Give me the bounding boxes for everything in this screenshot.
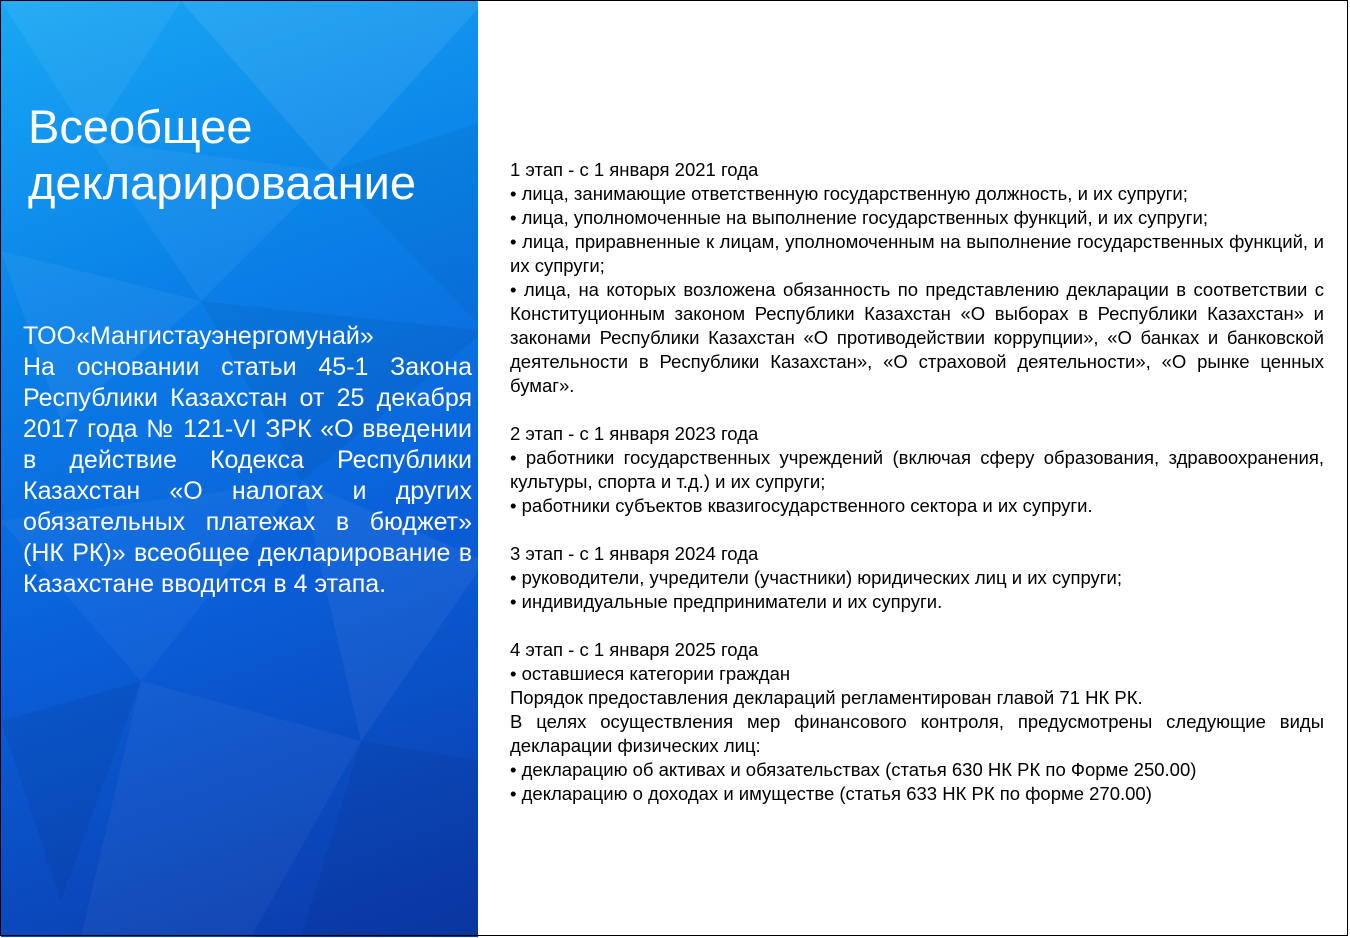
- intro-text-block: [23, 321, 472, 600]
- stage-bullet: • работники государственных учреждений (включая сферу образования, здравоохранения, культуры, спорта и т.д.) и их супруги;: [510, 446, 1324, 494]
- stage-2: [510, 422, 1324, 518]
- stage-3: [510, 542, 1324, 614]
- spacer: [510, 518, 1324, 542]
- stage-heading: 1 этап - с 1 января 2021 года: [510, 159, 759, 180]
- declaration-type-item: • декларацию об активах и обязательствах (статья 630 НК РК по Форме 250.00): [510, 758, 1324, 782]
- order-text: Порядок предоставления деклараций регламентирован главой 71 НК РК.: [510, 687, 1143, 708]
- stage-heading: 2 этап - с 1 января 2023 года: [510, 423, 759, 444]
- stage-bullet: • лица, на которых возложена обязанность по представлению декларации в соответствии с Конституционным законом Республики Казахстан «О выборах в Республики Казахстан» и законами Республики Казахстан «О противодействии коррупции», «О банках и банковской деятельности в Республики Казахстан», «О страховой деятельности», «О рынке ценных бумаг».: [510, 278, 1324, 398]
- stage-bullet: • руководители, учредители (участники) юридических лиц и их супруги;: [510, 566, 1324, 590]
- declaration-types-intro: В целях осуществления мер финансового контроля, предусмотрены следующие виды декларации физических лиц:: [510, 711, 1324, 756]
- stage-bullet: • индивидуальные предприниматели и их супруги.: [510, 590, 1324, 614]
- stage-4: [510, 638, 1324, 686]
- stages-content: [510, 158, 1324, 806]
- stage-bullet: • работники субъектов квазигосударственного сектора и их супруги.: [510, 494, 1324, 518]
- spacer: [510, 398, 1324, 422]
- declaration-type-item: • декларацию о доходах и имуществе (статья 633 НК РК по форме 270.00): [510, 782, 1324, 806]
- stage-heading: 4 этап - с 1 января 2025 года: [510, 639, 759, 660]
- stage-bullet: • лица, занимающие ответственную государственную должность, и их супруги;: [510, 182, 1324, 206]
- slide-title: Всеобщее декларироваание: [28, 100, 416, 209]
- company-name: ТОО«Мангистауэнергомунай»: [23, 322, 374, 350]
- blue-side-panel: [1, 1, 485, 937]
- stage-bullet: • лица, уполномоченные на выполнение государственных функций, и их супруги;: [510, 206, 1324, 230]
- stage-bullet: • оставшиеся категории граждан: [510, 662, 1324, 686]
- intro-paragraph: На основании статьи 45-1 Закона Республики Казахстан от 25 декабря 2017 года № 121-VI ЗРК «О введении в действие Кодекса Республики Казахстан «О налогах и других обязательных платежах в бюджет» (НК РК)» всеобщее декларирование в Казахстане вводится в 4 этапа.: [23, 353, 472, 598]
- spacer: [510, 614, 1324, 638]
- stage-bullet: • лица, приравненные к лицам, уполномоченным на выполнение государственных функций, и их супруги;: [510, 230, 1324, 278]
- stage-1: [510, 158, 1324, 398]
- panel-divider: [478, 1, 488, 937]
- closing-block: [510, 686, 1324, 806]
- stage-heading: 3 этап - с 1 января 2024 года: [510, 543, 759, 564]
